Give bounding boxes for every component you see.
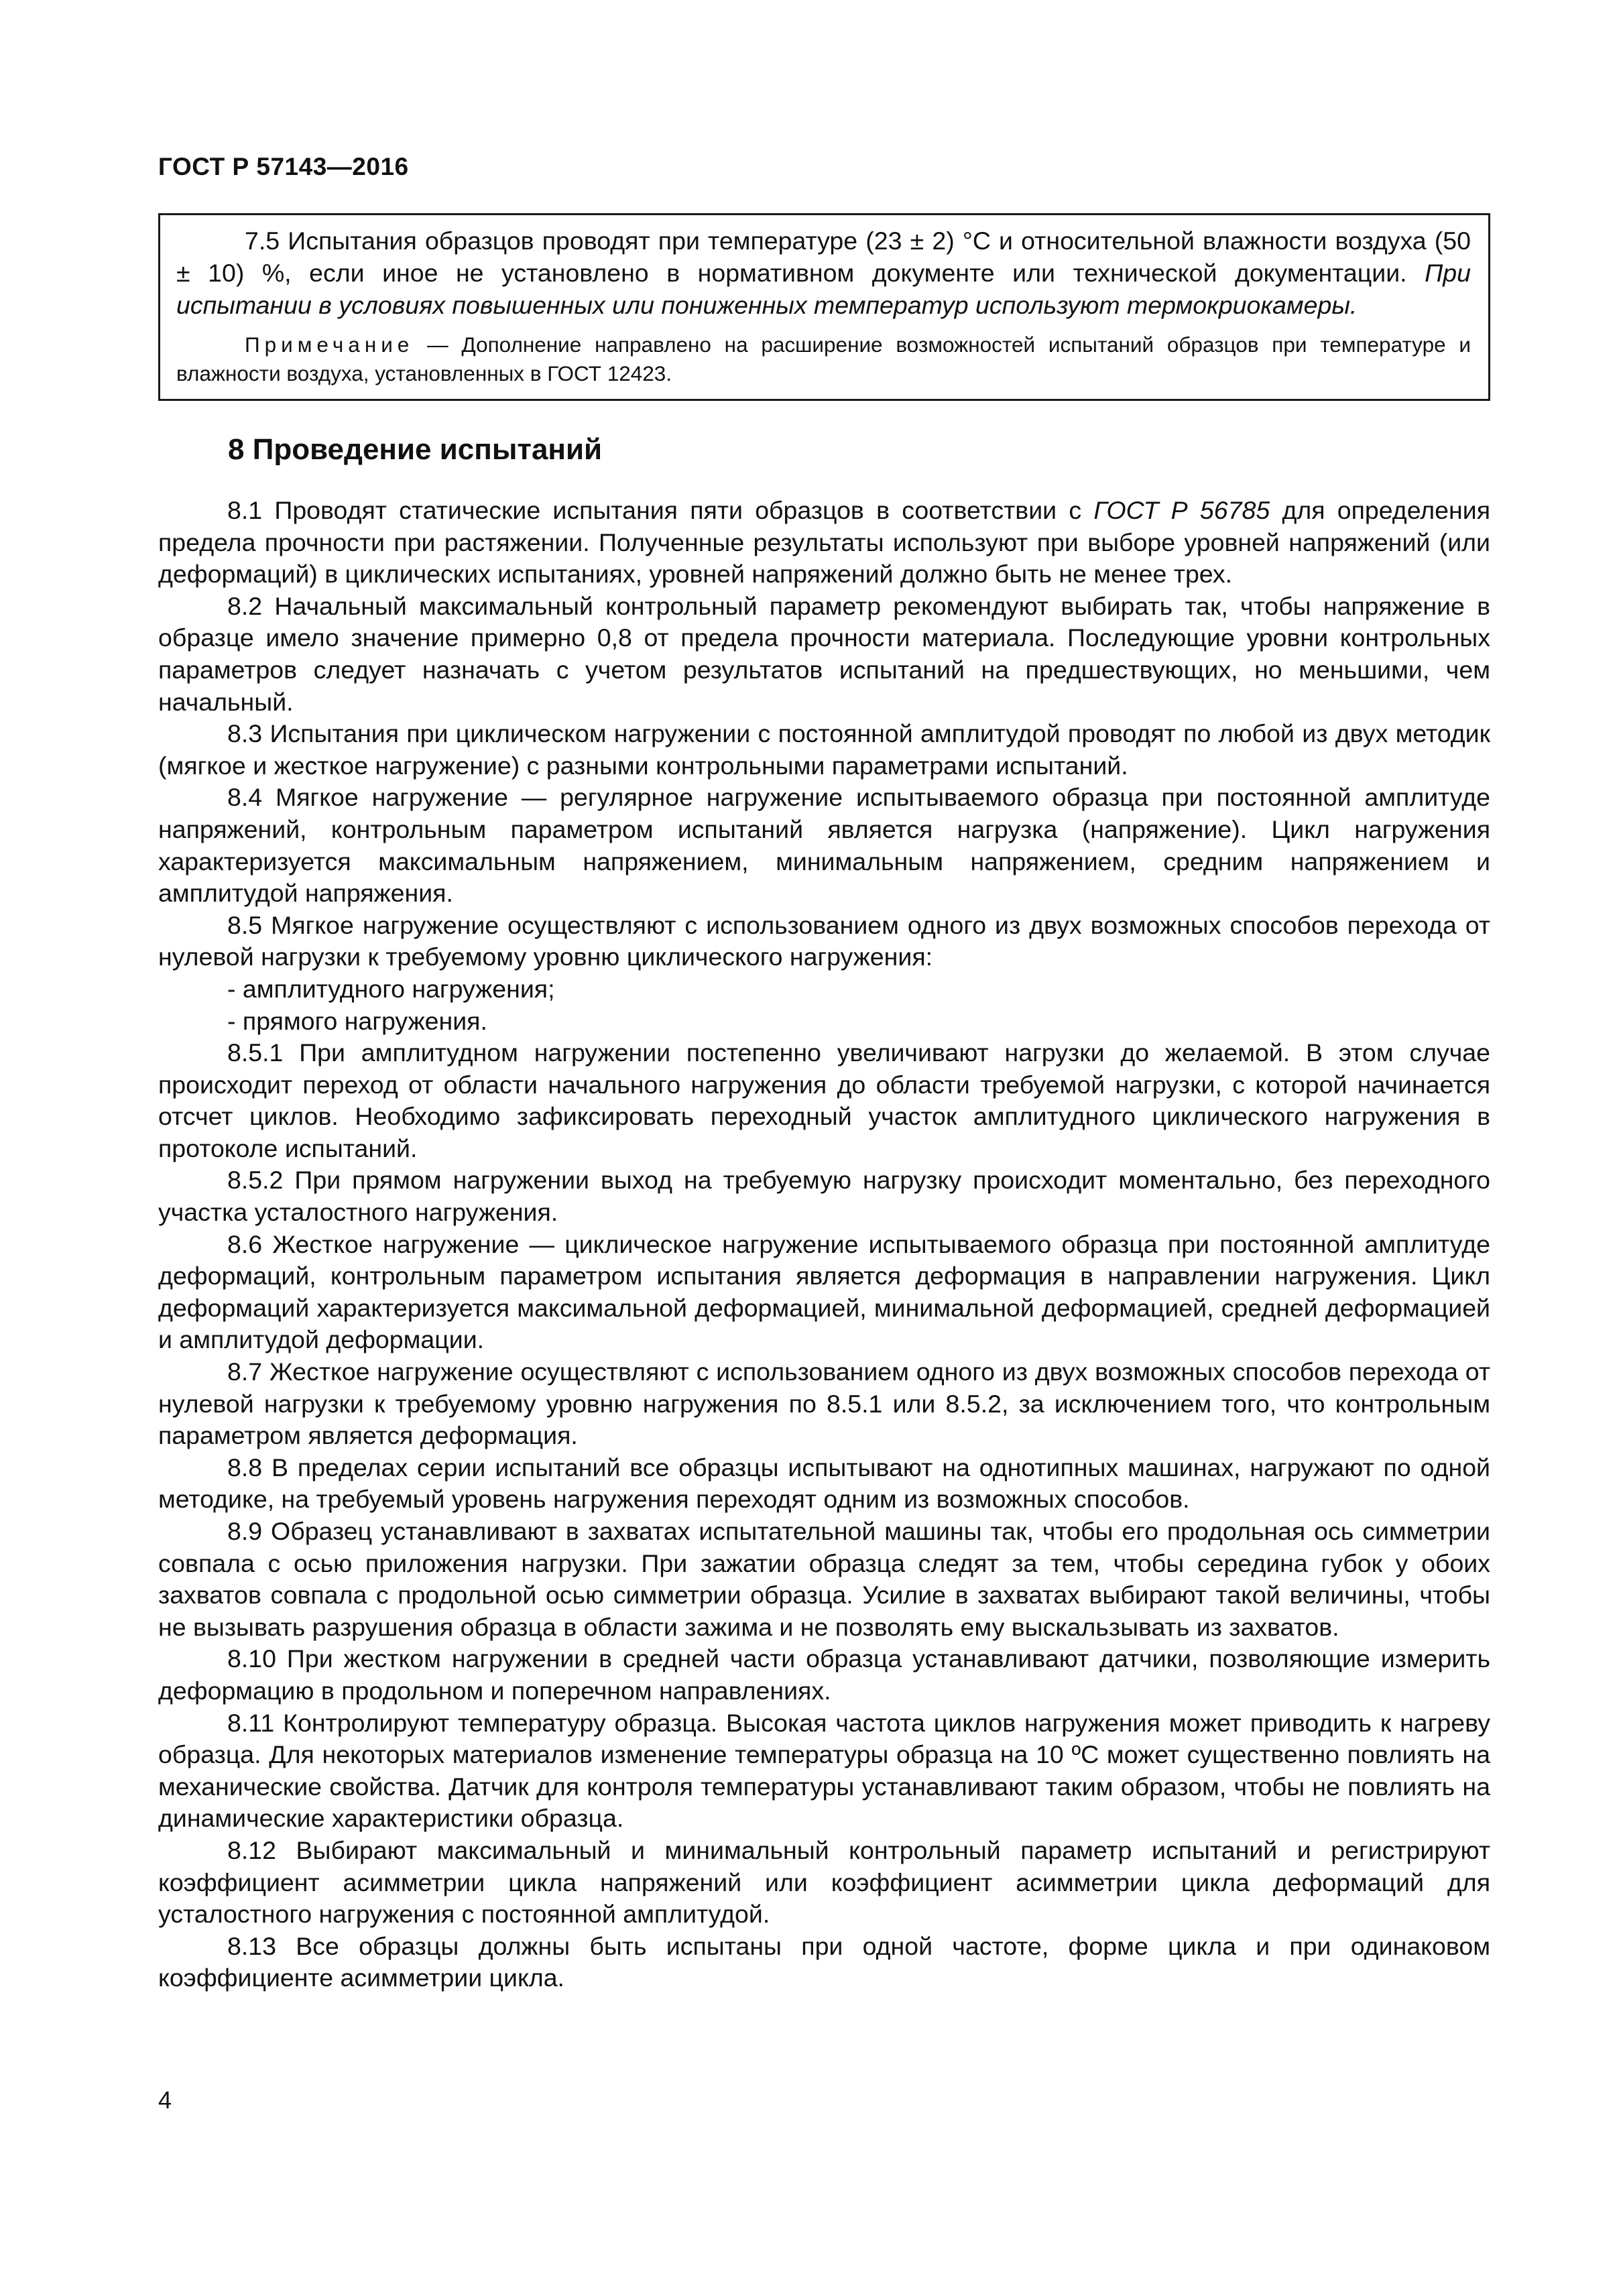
paragraph-8-12: 8.12 Выбирают максимальный и минимальный контрольный параметр испытаний и регистрируют коэффициент асимметрии цикла напряжений или коэффициент асимметрии цикла деформаций для усталостного нагружения с постоянной амплитудой. [158,1835,1490,1929]
note-label: Примечание [245,333,414,357]
gost-reference-link: ГОСТ Р 56785 [1093,496,1270,524]
paragraph-8-13: 8.13 Все образцы должны быть испытаны при одной частоте, форме цикла и при одинаковом коэффициенте асимметрии цикла. [158,1931,1490,1992]
paragraph-8-10: 8.10 При жестком нагружении в средней части образца устанавливают датчики, позволяющие измерить деформацию в продольном и поперечном направлениях. [158,1644,1490,1705]
list-item: - амплитудного нагружения; [227,974,555,1003]
section-title: 8 Проведение испытаний [228,433,603,466]
page-number: 4 [158,2086,172,2114]
paragraph-8-7: 8.7 Жесткое нагружение осуществляют с использованием одного из двух возможных способов перехода от нулевой нагрузки к требуемому уровню нагружения по 8.5.1 или 8.5.2, за исключением того, что контрольным параметром является деформация. [158,1357,1490,1450]
paragraph-8-5-1: 8.5.1 При амплитудном нагружении постепенно увеличивают нагрузки до желаемой. В этом случае происходит переход от области начального нагружения до области требуемой нагрузки, с которой начинается отсчет циклов. Необходимо зафиксировать переходный участок амплитудного циклического нагружения в протоколе испытаний. [158,1038,1490,1162]
paragraph-7-5-italic: При испытании в условиях повышенных или пониженных температур используют термокриокамеры. [176,259,1471,319]
note-text: — Дополнение направлено на расширение возможностей испытаний образцов при температуре и влажности воздуха, установленных в ГОСТ 12423. [176,333,1471,385]
paragraph-8-6: 8.6 Жесткое нагружение — циклическое нагружение испытываемого образца при постоянной амплитуде деформаций, контрольным параметром испытания является деформация в направлении нагружения. Цикл деформаций характеризуется максимальной деформацией, минимальной деформацией, средней деформацией и амплитудой деформации. [158,1229,1490,1354]
paragraph-8-8: 8.8 В пределах серии испытаний все образцы испытывают на однотипных машинах, нагружают по одной методике, на требуемый уровень нагружения переходят одним из возможных способов. [158,1453,1490,1514]
paragraph-8-1-text-b: для определения предела прочности при растяжении. Полученные результаты используют при выборе уровней напряжений (или деформаций) в циклических испытаниях, уровней напряжений должно быть не менее трех. [158,496,1491,589]
paragraph-8-5: 8.5 Мягкое нагружение осуществляют с использованием одного из двух возможных способов перехода от нулевой нагрузки к требуемому уровню циклического нагружения: [158,910,1490,971]
paragraph-8-5-2: 8.5.2 При прямом нагружении выход на требуемую нагрузку происходит моментально, без переходного участка усталостного нагружения. [158,1166,1490,1227]
paragraph-8-2: 8.2 Начальный максимальный контрольный параметр рекомендуют выбирать так, чтобы напряжение в образце имело значение примерно 0,8 от предела прочности материала. Последующие уровни контрольных параметров следует назначать с учетом результатов испытаний на предшествующих, но меньшими, чем начальный. [158,591,1490,716]
document-code-header: ГОСТ Р 57143—2016 [158,153,409,180]
paragraph-8-1 [158,495,1490,591]
amendment-box [158,213,1490,401]
paragraph-7-5 [176,225,1471,321]
paragraph-8-3: 8.3 Испытания при циклическом нагружении с постоянной амплитудой проводят по любой из двух методик (мягкое и жесткое нагружение) с разными контрольными параметрами испытаний. [158,719,1490,780]
paragraph-8-1-text-a: 8.1 Проводят статические испытания пяти образцов в соответствии с [227,496,1094,524]
list-item: - прямого нагружения. [227,1006,487,1035]
note-paragraph [176,330,1471,388]
paragraph-8-4: 8.4 Мягкое нагружение — регулярное нагружение испытываемого образца при постоянной амплитуде напряжений, контрольным параметром испытаний является нагрузка (напряжение). Цикл нагружения характеризуется максимальным напряжением, минимальным напряжением, средним напряжением и амплитудой напряжения. [158,783,1490,908]
paragraph-7-5-text: 7.5 Испытания образцов проводят при температуре (23 ± 2) °С и относительной влажности воздуха (50 ± 10) %, если иное не установлено в нормативном документе или технической документации. [176,227,1471,287]
section-body [158,495,1490,1994]
paragraph-8-9: 8.9 Образец устанавливают в захватах испытательной машины так, чтобы его продольная ось симметрии совпала с осью приложения нагрузки. При зажатии образца следят за тем, чтобы середина губок у обоих захватов совпала с продольной осью симметрии образца. Усилие в захватах выбирают такой величины, чтобы не вызывать разрушения образца в области зажима и не позволять ему выскальзывать из захватов. [158,1517,1490,1641]
paragraph-8-11: 8.11 Контролируют температуру образца. Высокая частота циклов нагружения может приводить к нагреву образца. Для некоторых материалов изменение температуры образца на 10 ºС может существенно повлиять на механические свойства. Датчик для контроля температуры устанавливают таким образом, чтобы не повлиять на динамические характеристики образца. [158,1708,1490,1833]
